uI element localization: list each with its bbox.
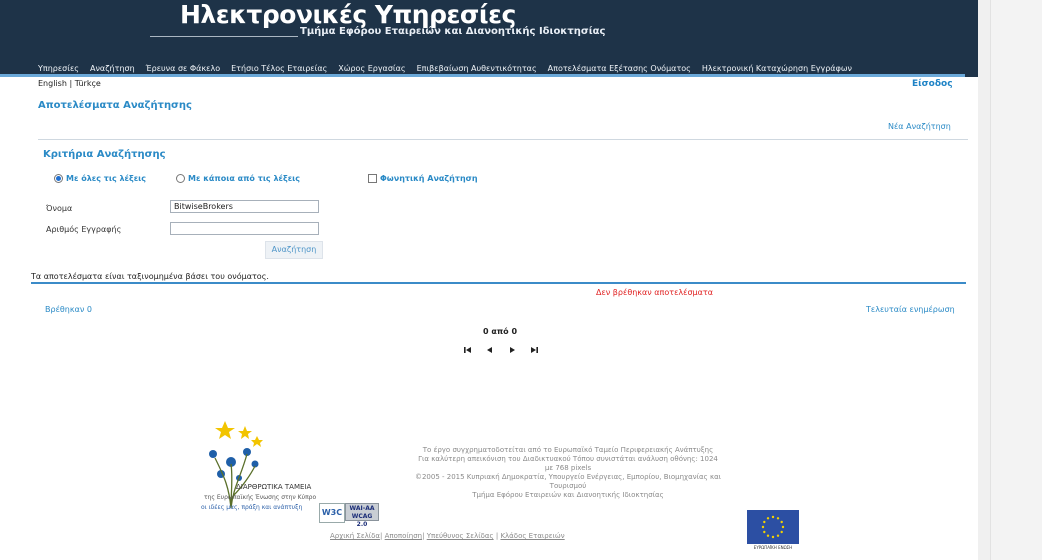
login-link[interactable]: Είσοδος <box>912 79 953 89</box>
name-label: Όνομα <box>46 204 73 213</box>
found-count <box>45 305 92 314</box>
found-label: Βρέθηκαν <box>45 305 85 314</box>
page-title: Αποτελέσματα Αναζήτησης <box>38 100 192 111</box>
first-page-icon[interactable] <box>464 346 472 354</box>
radio-checked-icon[interactable] <box>54 174 63 183</box>
checkbox-icon[interactable] <box>368 174 377 183</box>
structural-funds-logo <box>195 418 325 518</box>
nav-item-annual-fee[interactable]: Ετήσιο Τέλος Εταιρείας <box>231 64 328 73</box>
subtitle-rule <box>150 36 298 37</box>
found-number: 0 <box>86 305 92 314</box>
eu-flag-icon <box>747 510 799 544</box>
logo-text-line3: οι ιδέες μας, πράξη και ανάπτυξη <box>201 504 303 511</box>
lang-turkish[interactable]: Türkçe <box>74 79 101 88</box>
w3c-wcag-badge[interactable] <box>319 503 379 528</box>
footer-link-home[interactable]: Αρχική Σελίδα <box>330 532 381 540</box>
nav-item-services[interactable]: Υπηρεσίες <box>38 64 79 73</box>
radio-all-words[interactable] <box>54 174 146 183</box>
nav-item-file-research[interactable]: Έρευνα σε Φάκελο <box>145 64 221 73</box>
header-banner <box>0 0 978 77</box>
nav-item-authenticity[interactable]: Επιβεβαίωση Αυθεντικότητας <box>416 64 537 73</box>
nav-item-search[interactable]: Αναζήτηση <box>89 64 135 73</box>
disclaimer-line: με 768 pixels <box>544 464 592 472</box>
footer-link-disclaimer[interactable]: Αποποίηση <box>384 532 423 540</box>
previous-page-icon[interactable] <box>486 346 494 354</box>
radio-unchecked-icon[interactable] <box>176 174 185 183</box>
disclaimer-line: Τουρισμού <box>549 482 587 490</box>
nav-item-name-results[interactable]: Αποτελέσματα Εξέτασης Ονόματος <box>547 64 691 73</box>
nav-item-e-filing[interactable]: Ηλεκτρονική Καταχώρηση Εγγράφων <box>701 64 853 73</box>
radio-any-words-label: Με κάποια από τις λέξεις <box>188 174 301 183</box>
phonetic-checkbox[interactable] <box>368 174 478 183</box>
disclaimer-line: Το έργο συγχρηματοδοτείται από το Ευρωπαϊκό Ταμείο Περιφερειακής Ανάπτυξης <box>422 446 714 454</box>
sort-note: Τα αποτελέσματα είναι ταξινομημένα βάσει του ονόματος. <box>31 272 269 281</box>
wcag-label <box>345 503 379 528</box>
eu-label: ΕΥΡΩΠΑΪΚΗ ΕΝΩΣΗ <box>753 545 793 550</box>
logo-text-line1: ΔΙΑΡΘΡΩΤΙΚΑ ΤΑΜΕΙΑ <box>236 483 312 491</box>
footer-disclaimer <box>380 446 756 500</box>
no-results-message: Δεν βρέθηκαν αποτελέσματα <box>596 288 713 297</box>
right-margin <box>978 0 1042 560</box>
registration-input[interactable] <box>170 222 319 235</box>
logo-text-line2: της Ευρωπαϊκής Ένωσης στην Κύπρο <box>204 494 317 501</box>
next-page-icon[interactable] <box>508 346 516 354</box>
search-button[interactable]: Αναζήτηση <box>265 241 323 259</box>
name-input[interactable]: BitwiseBrokers <box>170 200 319 213</box>
last-page-icon[interactable] <box>530 346 538 354</box>
site-title: Ηλεκτρονικές Υπηρεσίες <box>180 0 516 29</box>
lang-english[interactable]: English <box>38 79 67 88</box>
last-update-link[interactable]: Τελευταία ενημέρωση <box>866 305 955 314</box>
disclaimer-line: Για καλύτερη απεικόνιση του Διαδικτυακού Τόπου συνιστάται ανάλυση οθόνης: 1024 <box>418 455 718 463</box>
criteria-title: Κριτήρια Αναζήτησης <box>43 149 166 160</box>
disclaimer-line: Τμήμα Εφόρου Εταιρειών και Διανοητικής Ιδιοκτησίας <box>472 491 664 499</box>
results-divider <box>31 282 966 284</box>
registration-label: Αριθμός Εγγραφής <box>46 225 122 234</box>
footer-link-companies[interactable]: Κλάδος Εταιρειών <box>500 532 565 540</box>
wai-aa-text: WAI-AA <box>349 505 375 512</box>
disclaimer-line: ©2005 - 2015 Κυπριακή Δημοκρατία, Υπουργείο Ενέργειας, Εμπορίου, Βιομηχανίας και <box>414 473 722 481</box>
w3c-label: W3C <box>319 503 345 523</box>
radio-any-words[interactable] <box>176 174 300 183</box>
header-accent-line <box>0 74 965 77</box>
new-search-link[interactable]: Νέα Αναζήτηση <box>888 122 951 131</box>
footer-link-responsible[interactable]: Υπεύθυνος Σελίδας <box>426 532 494 540</box>
lang-separator: | <box>69 79 73 88</box>
phonetic-label: Φωνητική Αναζήτηση <box>380 174 478 183</box>
radio-all-words-label: Με όλες τις λέξεις <box>66 174 147 183</box>
nav-item-workspace[interactable]: Χώρος Εργασίας <box>338 64 406 73</box>
language-switch <box>38 79 101 88</box>
site-subtitle: Τμήμα Εφόρου Εταιρειών και Διανοητικής Ιδιοκτησίας <box>300 26 606 37</box>
page-count: 0 από 0 <box>483 327 518 336</box>
divider <box>38 139 968 140</box>
right-margin-panel <box>990 0 1042 560</box>
footer-links: Αρχική Σελίδα| Αποποίηση| Υπεύθυνος Σελίδας | Κλάδος Εταιρειών <box>330 532 565 540</box>
pager <box>464 346 538 354</box>
wcag-version-text: WCAG 2.0 <box>351 513 373 528</box>
